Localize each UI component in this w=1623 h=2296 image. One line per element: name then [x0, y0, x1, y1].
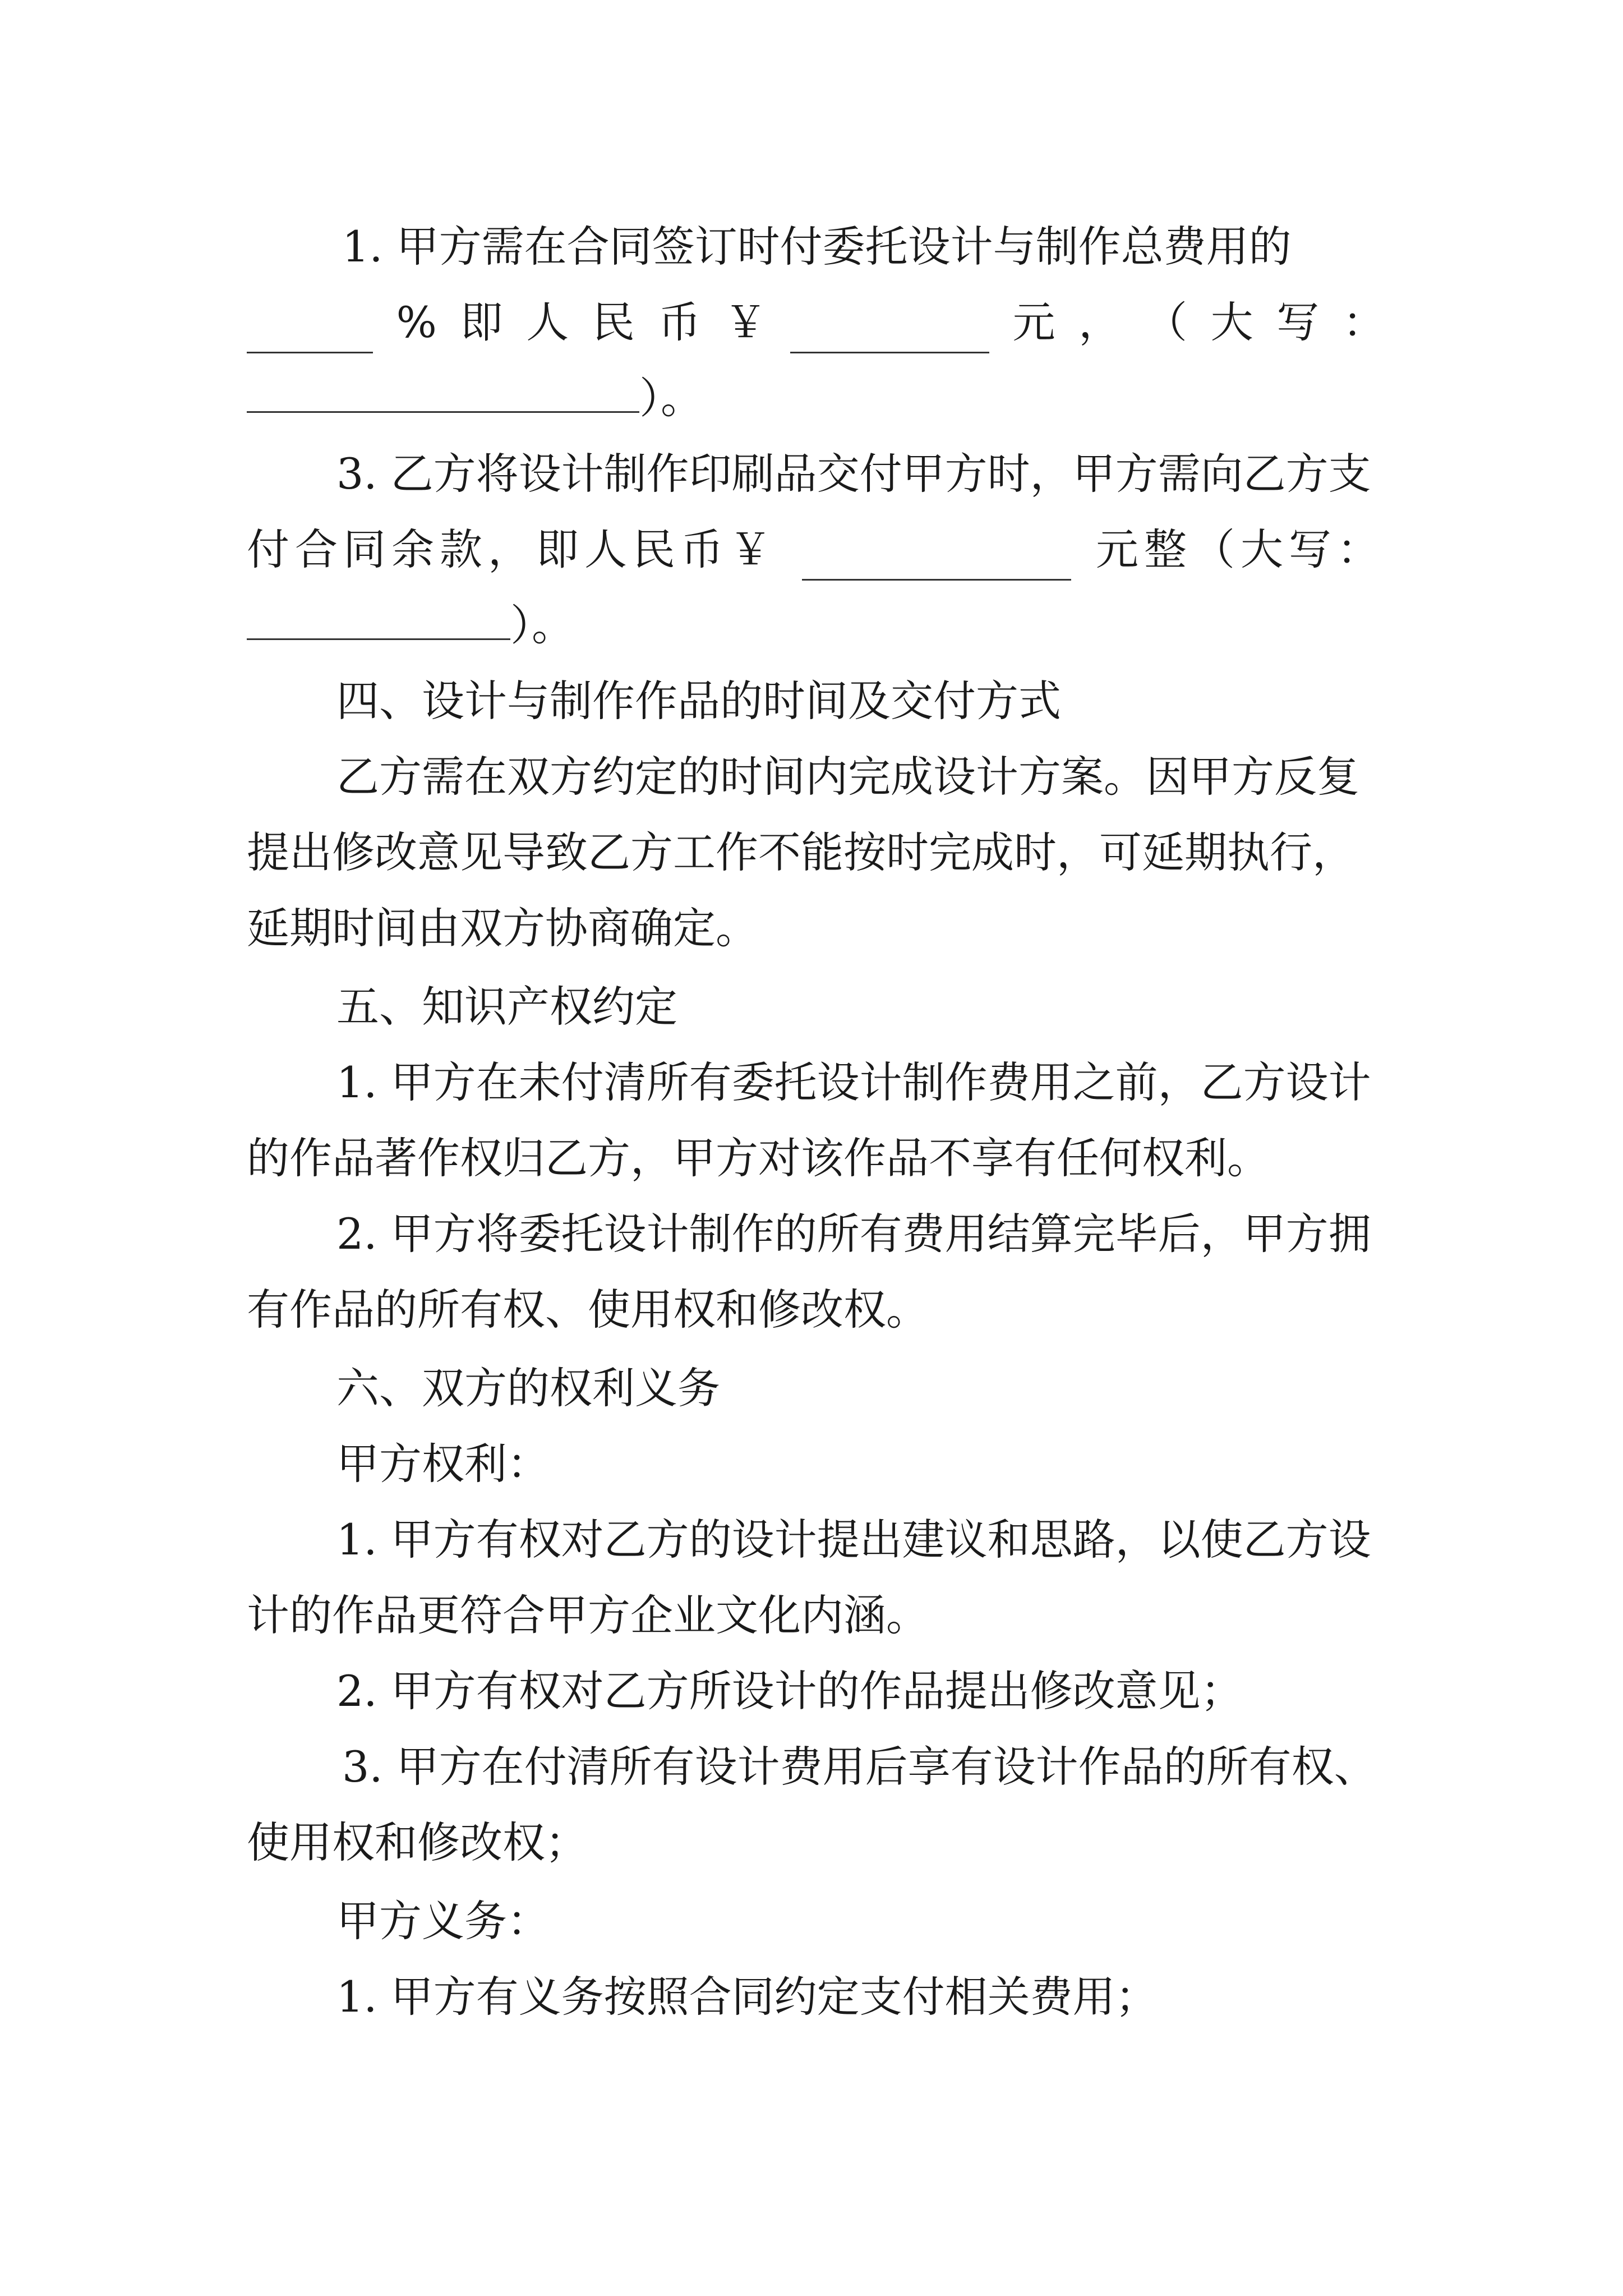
paragraph-line: 1. 甲方在未付清所有委托设计制作费用之前，乙方设计	[336, 1057, 1371, 1107]
paragraph-line: 2. 甲方将委托设计制作的所有费用结算完毕后，甲方拥	[336, 1209, 1371, 1259]
text-fragment: 元整（大写：	[1096, 524, 1385, 574]
text-char: 币	[658, 297, 701, 347]
subheading: 甲方义务：	[336, 1896, 550, 1946]
paragraph-line: 延期时间由双方协商确定。	[247, 903, 758, 953]
paragraph-line: 1. 甲方有权对乙方的设计提出建议和思路，以使乙方设	[336, 1515, 1371, 1565]
uppercase-amount-line	[247, 367, 1385, 429]
amount-blank	[790, 309, 989, 353]
text-char: 大	[1210, 297, 1253, 347]
balance-amount-blank	[802, 536, 1071, 581]
paragraph-line: 1. 甲方有义务按照合同约定支付相关费用；	[336, 1972, 1158, 2022]
balance-payment-line	[247, 519, 1385, 581]
paragraph-line: 1. 甲方需在合同签订时付委托设计与制作总费用的	[342, 222, 1292, 272]
paragraph-line: 乙方需在双方约定的时间内完成设计方案。因甲方反复	[336, 752, 1359, 802]
uppercase-balance-line	[247, 595, 1385, 656]
paragraph-line: 提出修改意见导致乙方工作不能按时完成时，可延期执行，	[247, 827, 1355, 877]
paragraph-line: 3. 乙方将设计制作印刷品交付甲方时，甲方需向乙方支	[336, 449, 1371, 499]
uppercase-balance-blank	[247, 596, 510, 640]
text-char: 元	[1012, 297, 1055, 347]
paragraph-line: 3. 甲方在付清所有设计费用后享有设计作品的所有权、	[342, 1742, 1377, 1792]
percent-sign: %	[396, 297, 437, 347]
percent-blank	[247, 309, 373, 353]
text-char: ，	[1078, 297, 1122, 347]
text-char: ：	[1342, 297, 1385, 347]
text-fragment: 付合同余款，即人民币￥	[247, 524, 777, 574]
text-fragment: ）。	[639, 373, 703, 423]
payment-amount-line	[247, 292, 1385, 353]
section-heading: 五、知识产权约定	[336, 982, 677, 1032]
uppercase-blank	[247, 369, 639, 413]
paragraph-line: 使用权和修改权；	[247, 1818, 588, 1867]
text-char: 民	[592, 297, 635, 347]
subheading: 甲方权利：	[336, 1439, 550, 1489]
paragraph-line: 有作品的所有权、使用权和修改权。	[247, 1285, 929, 1335]
paragraph-line: 2. 甲方有权对乙方所设计的作品提出修改意见；	[336, 1666, 1243, 1716]
text-char: 写	[1276, 297, 1320, 347]
section-heading: 四、设计与制作作品的时间及交付方式	[336, 676, 1061, 726]
text-fragment: ）。	[510, 600, 574, 650]
text-char: （	[1144, 297, 1187, 347]
paragraph-line: 计的作品更符合甲方企业文化内涵。	[247, 1590, 929, 1640]
text-char: 即	[460, 297, 503, 347]
yen-sign: ￥	[724, 297, 767, 347]
text-char: 人	[526, 297, 569, 347]
paragraph-line: 的作品著作权归乙方，甲方对该作品不享有任何权利。	[247, 1133, 1270, 1183]
section-heading: 六、双方的权利义务	[336, 1363, 720, 1413]
